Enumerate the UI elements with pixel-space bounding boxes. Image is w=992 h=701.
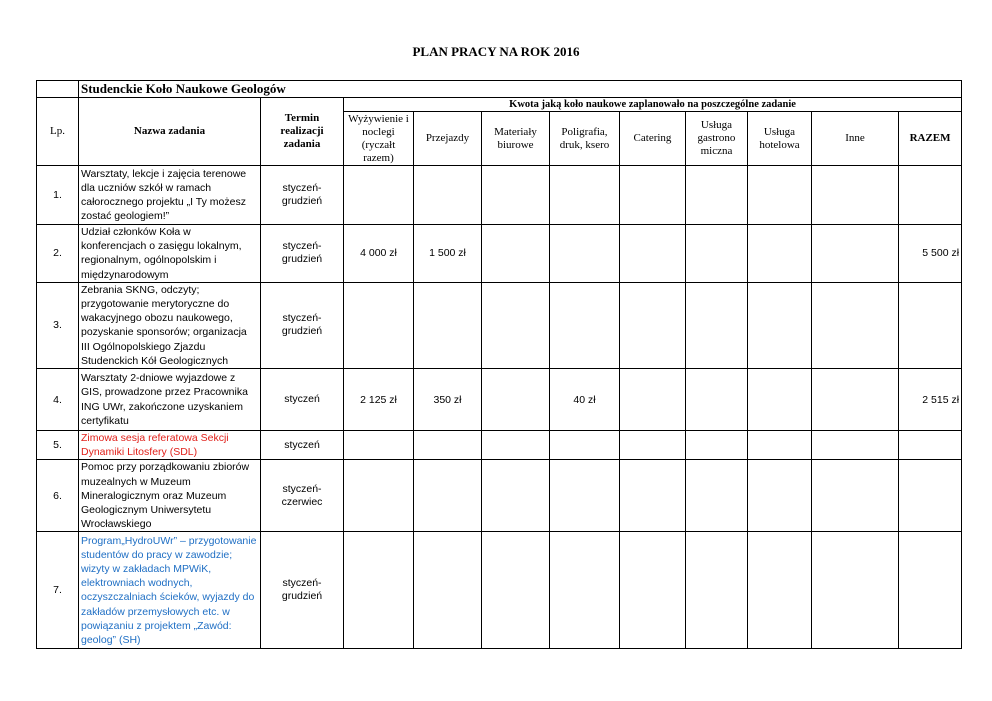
amount-total [899,166,962,225]
amount-food-lodging [344,460,414,532]
amount-printing: 40 zł [550,369,620,431]
task-term: styczeń-grudzień [261,166,344,225]
amount-office-supplies [482,431,550,460]
amount-catering [620,431,686,460]
amount-printing [550,225,620,283]
table-row [37,431,962,460]
amount-travel [414,282,482,368]
amount-total: 5 500 zł [899,225,962,283]
amount-office-supplies [482,460,550,532]
table-row [37,532,962,649]
amount-total [899,431,962,460]
task-term: styczeń [261,369,344,431]
amount-other [812,431,899,460]
amount-travel: 350 zł [414,369,482,431]
page-title: PLAN PRACY NA ROK 2016 [412,44,580,59]
amount-total [899,460,962,532]
header-printing: Poligrafia, druk, ksero [550,112,620,166]
table-row [37,225,962,283]
amount-travel [414,431,482,460]
amount-other [812,460,899,532]
amount-food-lodging [344,166,414,225]
organization-name: Studenckie Koło Naukowe Geologów [79,81,962,98]
header-gastro: Usługa gastrono miczna [686,112,748,166]
amount-food-lodging: 2 125 zł [344,369,414,431]
amount-hotel [748,282,812,368]
amount-other [812,369,899,431]
amount-gastro [686,225,748,283]
amount-total [899,532,962,649]
header-term: Termin realizacji zadania [261,98,344,166]
task-name: Pomoc przy porządkowaniu zbiorów muzealnych w Muzeum Mineralogicznym oraz Muzeum Geologicznym Uniwersytetu Wrocławskiego [79,460,261,532]
amount-hotel [748,225,812,283]
row-number: 2. [37,225,79,283]
amount-office-supplies [482,369,550,431]
task-term: styczeń-grudzień [261,282,344,368]
amount-catering [620,166,686,225]
table-row [37,460,962,532]
amount-printing [550,282,620,368]
header-name: Nazwa zadania [79,98,261,166]
amount-printing [550,166,620,225]
amount-catering [620,460,686,532]
amount-office-supplies [482,166,550,225]
amount-other [812,282,899,368]
amount-gastro [686,460,748,532]
amount-gastro [686,369,748,431]
task-name: Program„HydroUWr” – przygotowanie studentów do pracy w zawodzie; wizyty w zakładach MPWiK, elektrowniach wodnych, oczyszczalniach ścieków, wyjazdy do zakładów przemysłowych etc. w powiązaniu z projektem „Zawód: geolog” (SH) [79,532,261,649]
task-term: styczeń-czerwiec [261,460,344,532]
task-term: styczeń-grudzień [261,225,344,283]
amount-travel [414,166,482,225]
header-travel: Przejazdy [414,112,482,166]
amount-gastro [686,431,748,460]
row-number: 6. [37,460,79,532]
task-name: Zebrania SKNG, odczyty; przygotowanie merytoryczne do wakacyjnego obozu naukowego, pozyskanie sponsorów; organizacja III Ogólnopolskiego Zjazdu Studenckich Kół Geologicznych [79,282,261,368]
amount-total: 2 515 zł [899,369,962,431]
header-food-lodging: Wyżywienie i noclegi (ryczałt razem) [344,112,414,166]
row-number: 7. [37,532,79,649]
work-plan-table [36,80,962,649]
header-office-supplies: Materiały biurowe [482,112,550,166]
amount-office-supplies [482,225,550,283]
task-term: styczeń [261,431,344,460]
row-number: 3. [37,282,79,368]
row-number: 5. [37,431,79,460]
header-lp: Lp. [37,98,79,166]
amount-total [899,282,962,368]
amount-other [812,532,899,649]
amount-hotel [748,532,812,649]
amount-other [812,166,899,225]
amount-catering [620,532,686,649]
table-row [37,282,962,368]
row-number: 4. [37,369,79,431]
table-row [37,369,962,431]
task-name: Warsztaty 2-dniowe wyjazdowe z GIS, prowadzone przez Pracownika ING UWr, zakończone uzyskaniem certyfikatu [79,369,261,431]
header-other: Inne [812,112,899,166]
amount-food-lodging [344,282,414,368]
task-term: styczeń-grudzień [261,532,344,649]
amount-travel [414,460,482,532]
amount-travel: 1 500 zł [414,225,482,283]
amount-food-lodging [344,431,414,460]
amount-food-lodging [344,532,414,649]
amount-hotel [748,369,812,431]
amount-catering [620,225,686,283]
amount-office-supplies [482,282,550,368]
header-catering: Catering [620,112,686,166]
amount-gastro [686,282,748,368]
amount-gastro [686,532,748,649]
amount-printing [550,532,620,649]
amount-printing [550,460,620,532]
header-hotel: Usługa hotelowa [748,112,812,166]
header-total: RAZEM [899,112,962,166]
amount-hotel [748,431,812,460]
amount-hotel [748,460,812,532]
amount-office-supplies [482,532,550,649]
amount-hotel [748,166,812,225]
amount-other [812,225,899,283]
amount-gastro [686,166,748,225]
table-row [37,166,962,225]
task-name: Udział członków Koła w konferencjach o zasięgu lokalnym, regionalnym, ogólnopolskim i międzynarodowym [79,225,261,283]
amount-food-lodging: 4 000 zł [344,225,414,283]
amount-catering [620,282,686,368]
row-number: 1. [37,166,79,225]
blank-corner-cell [37,81,79,98]
task-name: Warsztaty, lekcje i zajęcia terenowe dla uczniów szkół w ramach całorocznego projektu „I Ty możesz zostać geologiem!” [79,166,261,225]
header-budget-group: Kwota jaką koło naukowe zaplanowało na poszczególne zadanie [344,98,962,112]
amount-travel [414,532,482,649]
amount-catering [620,369,686,431]
amount-printing [550,431,620,460]
task-name: Zimowa sesja referatowa Sekcji Dynamiki Litosfery (SDL) [79,431,261,460]
